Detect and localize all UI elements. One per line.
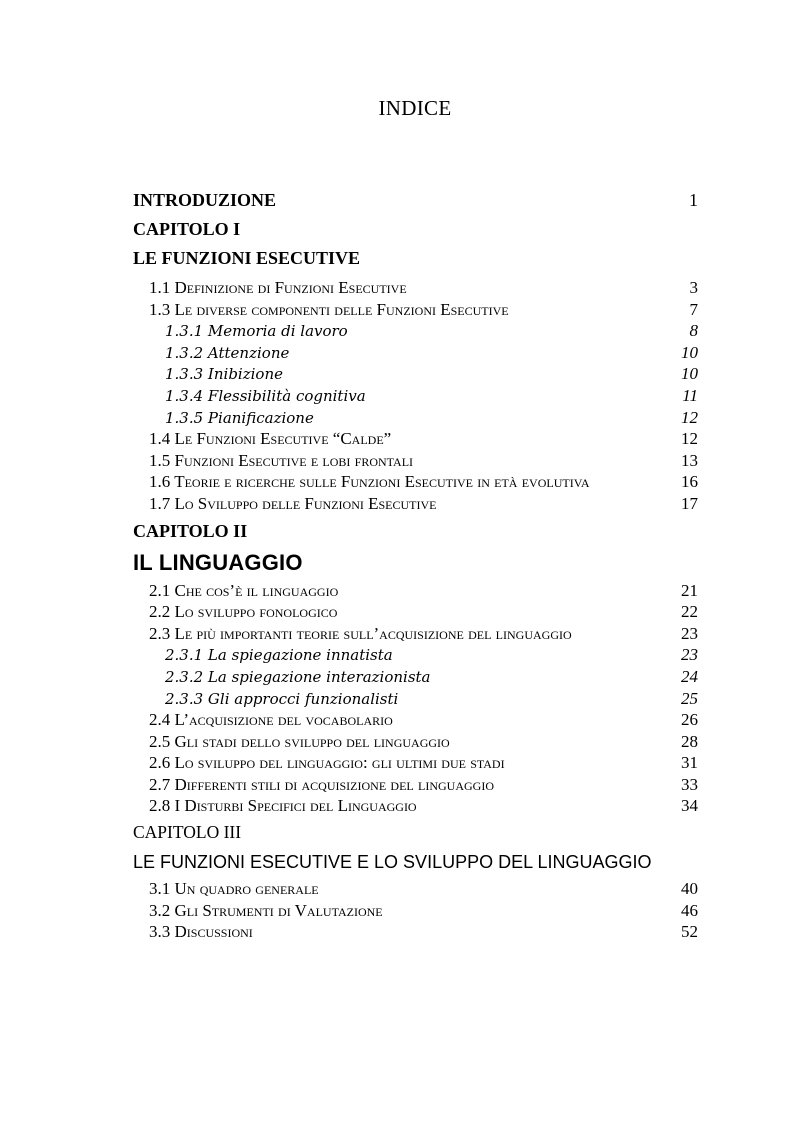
toc-section	[133, 493, 698, 515]
toc-section	[133, 921, 698, 943]
toc-section	[133, 900, 698, 922]
toc-entry-page: 10	[681, 364, 698, 384]
toc-chapter-3	[133, 817, 698, 847]
toc-entry-label: CAPITOLO II	[133, 520, 248, 541]
toc-entry-page: 1	[689, 190, 698, 210]
toc-entry-label: 1.3.5 Pianificazione	[165, 408, 314, 427]
toc-subsection	[133, 342, 698, 364]
toc-entry-page: 22	[681, 602, 698, 622]
toc-entry-label: 1.4 Le Funzioni Esecutive “Calde”	[149, 429, 392, 449]
toc-entry-page: 17	[681, 493, 698, 513]
toc-entry-label: 1.1 Definizione di Funzioni Esecutive	[149, 278, 407, 297]
toc-entry-label: 2.1 Che cos’è il linguaggio	[149, 580, 339, 600]
toc-section	[133, 299, 698, 321]
toc-entry-label: CAPITOLO I	[133, 219, 241, 239]
toc-entry-page: 12	[681, 407, 698, 427]
toc-entry-label: 1.5 Funzioni Esecutive e lobi frontali	[149, 450, 414, 470]
toc-section	[133, 471, 698, 493]
toc-entry-page: 12	[681, 429, 698, 449]
toc-entry-page: 52	[681, 922, 698, 942]
toc-entry-label: LE FUNZIONI ESECUTIVE	[133, 248, 361, 268]
toc-entry-label: 2.3.1 La spiegazione innatista	[165, 646, 393, 665]
toc-section	[133, 623, 698, 645]
toc-entry-page: 25	[681, 688, 698, 708]
page-title: INDICE	[378, 96, 452, 120]
toc-section	[133, 277, 698, 299]
toc-entry-label: IL LINGUAGGIO	[133, 549, 303, 575]
toc-entry-page: 31	[681, 753, 698, 773]
toc-entry-label: 2.2 Lo sviluppo fonologico	[149, 602, 338, 622]
toc-entry-page: 40	[681, 879, 698, 899]
toc-subsection	[133, 407, 698, 429]
toc-chapter-1	[133, 215, 698, 244]
toc-entry-label: 2.4 L’acquisizione del vocabolario	[149, 710, 393, 730]
toc-entry-page: 10	[681, 342, 698, 362]
toc-entry-page: 28	[681, 731, 698, 751]
toc-entry-label: 1.3 Le diverse componenti delle Funzioni Esecutive	[149, 299, 509, 319]
toc-section	[133, 450, 698, 472]
toc-entry-label: 1.3.4 Flessibilità cognitiva	[165, 386, 366, 405]
toc-entry-label: 1.3.2 Attenzione	[165, 343, 290, 362]
toc-section	[133, 795, 698, 817]
toc-entry-page: 21	[681, 580, 698, 600]
toc-entry-label: 1.6 Teorie e ricerche sulle Funzioni Esecutive in età evolutiva	[149, 472, 590, 492]
toc-entry-label: 2.3 Le più importanti teorie sull’acquisizione del linguaggio	[149, 623, 572, 643]
toc-entry-label: INTRODUZIONE	[133, 190, 277, 210]
toc-entry-introduzione	[133, 186, 698, 215]
toc-section	[133, 709, 698, 731]
toc-entry-page: 24	[681, 666, 698, 686]
toc-entry-label: 1.3.1 Memoria di lavoro	[165, 322, 348, 341]
toc-section	[133, 580, 698, 602]
toc-entry-page: 16	[681, 472, 698, 492]
toc-entry-label: 2.7 Differenti stili di acquisizione del linguaggio	[149, 774, 494, 794]
toc-entry-label: 2.8 I Disturbi Specifici del Linguaggio	[149, 796, 417, 816]
toc-entry-label: 3.2 Gli Strumenti di Valutazione	[149, 900, 383, 920]
toc-entry-label: 2.6 Lo sviluppo del linguaggio: gli ultimi due stadi	[149, 753, 505, 773]
toc-chapter-2-title	[133, 546, 698, 580]
toc-entry-page: 7	[689, 299, 698, 319]
toc-section	[133, 752, 698, 774]
toc-entry-label: CAPITOLO III	[133, 822, 242, 843]
toc-subsection	[133, 363, 698, 385]
toc-entry-label: 3.3 Discussioni	[149, 922, 253, 942]
toc-entry-page: 34	[681, 796, 698, 816]
toc-chapter-1-title	[133, 244, 698, 277]
toc-entry-label: 1.3.3 Inibizione	[165, 365, 283, 384]
toc-entry-page: 23	[681, 645, 698, 665]
table-of-contents	[133, 186, 698, 943]
toc-entry-page: 33	[681, 774, 698, 794]
toc-entry-page: 23	[681, 623, 698, 643]
toc-chapter-3-title	[133, 847, 698, 878]
toc-entry-label: 1.7 Lo Sviluppo delle Funzioni Esecutive	[149, 493, 437, 513]
toc-subsection	[133, 320, 698, 342]
toc-entry-page: 11	[682, 385, 698, 405]
toc-entry-label: 3.1 Un quadro generale	[149, 879, 319, 899]
toc-section	[133, 774, 698, 796]
toc-entry-label: 2.5 Gli stadi dello sviluppo del linguaggio	[149, 731, 450, 751]
toc-entry-page: 8	[689, 321, 698, 341]
toc-subsection	[133, 385, 698, 407]
toc-entry-page: 26	[681, 710, 698, 730]
toc-section	[133, 428, 698, 450]
toc-subsection	[133, 666, 698, 688]
toc-chapter-2	[133, 515, 698, 546]
toc-entry-page: 46	[681, 900, 698, 920]
toc-subsection	[133, 688, 698, 710]
toc-entry-page: 13	[681, 450, 698, 470]
toc-subsection	[133, 644, 698, 666]
toc-entry-label: 2.3.3 Gli approcci funzionalisti	[165, 689, 399, 708]
toc-section	[133, 878, 698, 900]
toc-entry-label: 2.3.2 La spiegazione interazionista	[165, 667, 431, 686]
toc-section	[133, 601, 698, 623]
toc-entry-page: 3	[689, 278, 698, 297]
toc-section	[133, 731, 698, 753]
toc-entry-label: LE FUNZIONI ESECUTIVE E LO SVILUPPO DEL LINGUAGGIO	[133, 852, 652, 873]
